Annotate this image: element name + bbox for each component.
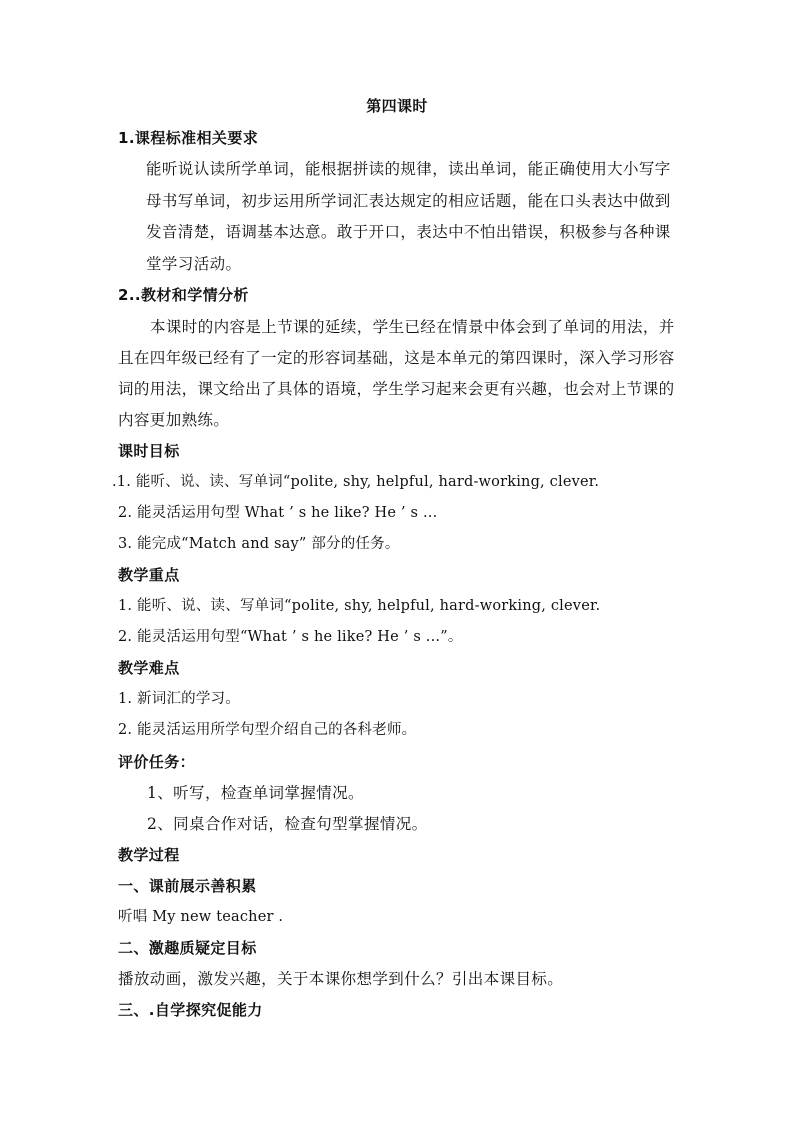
goal-item: 2. 能灵活运用句型 What ’ s he like? He ’ s ... — [118, 505, 438, 521]
section2-line: 内容更加熟练。 — [118, 411, 230, 429]
key-point-item: 1. 能听、说、读、写单词“polite, shy, helpful, hard-working, clever. — [118, 598, 601, 614]
section2-line: 词的用法，课文给出了具体的语境，学生学习起来会更有兴趣，也会对上节课的 — [118, 380, 675, 398]
difficulties-heading: 教学难点 — [118, 659, 180, 677]
section1-line: 母书写单词，初步运用所学词汇表达规定的相应话题，能在口头表达中做到 — [146, 192, 671, 210]
evaluation-heading: 评价任务： — [118, 753, 196, 771]
evaluation-item: 1、听写，检查单词掌握情况。 — [147, 784, 364, 802]
section1-line: 堂学习活动。 — [146, 255, 242, 273]
section2-heading: 2..教材和学情分析 — [118, 286, 249, 304]
step3-heading: 三、.自学探究促能力 — [118, 1001, 263, 1019]
step2-text: 播放动画，激发兴趣，关于本课你想学到什么？引出本课目标。 — [118, 970, 564, 988]
difficulty-item: 2. 能灵活运用所学句型介绍自己的各科老师。 — [118, 722, 417, 738]
key-point-item: 2. 能灵活运用句型“What ’ s he like? He ’ s ...”。 — [118, 629, 463, 645]
goal-item: 3. 能完成“Match and say” 部分的任务。 — [118, 536, 400, 552]
difficulty-item: 1. 新词汇的学习。 — [118, 691, 240, 707]
goal-item: .1. 能听、说、读、写单词“polite, shy, helpful, hard-working, clever. — [112, 474, 600, 490]
section2-line: 本课时的内容是上节课的延续，学生已经在情景中体会到了单词的用法，并 — [150, 318, 675, 336]
goals-heading: 课时目标 — [118, 442, 180, 460]
evaluation-item: 2、同桌合作对话，检查句型掌握情况。 — [147, 815, 428, 833]
step2-heading: 二、激趣质疑定目标 — [118, 939, 257, 957]
process-heading: 教学过程 — [118, 846, 180, 864]
page-title: 第四课时 — [366, 97, 428, 115]
key-points-heading: 教学重点 — [118, 566, 180, 584]
section2-line: 且在四年级已经有了一定的形容词基础，这是本单元的第四课时，深入学习形容 — [118, 349, 675, 367]
section1-line: 发音清楚，语调基本达意。敢于开口，表达中不怕出错误，积极参与各种课 — [146, 223, 671, 241]
step1-text: 听唱 My new teacher . — [118, 909, 284, 925]
section1-line: 能听说认读所学单词，能根据拼读的规律，读出单词，能正确使用大小写字 — [146, 160, 671, 178]
step1-heading: 一、课前展示善积累 — [118, 877, 257, 895]
section1-heading: 1.课程标准相关要求 — [118, 129, 259, 147]
